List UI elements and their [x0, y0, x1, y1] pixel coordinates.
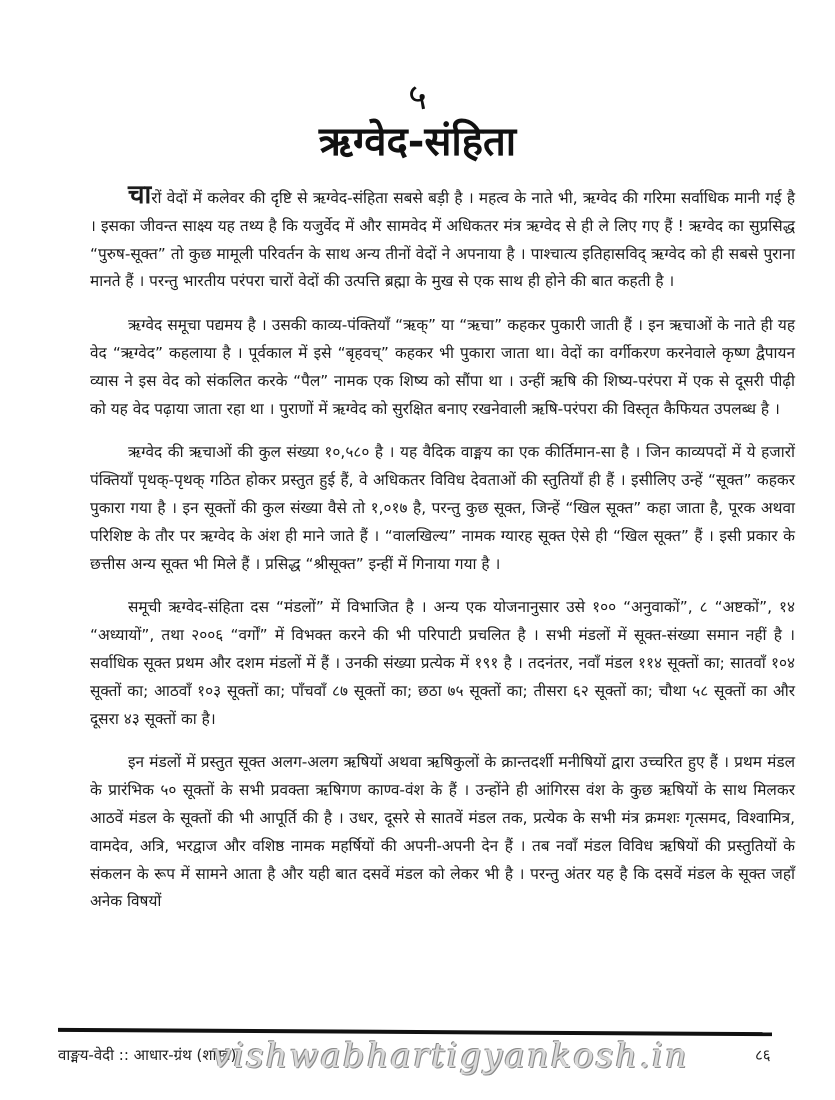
dropcap: चा [128, 180, 152, 210]
paragraph-5: इन मंडलों में प्रस्तुत सूक्त अलग-अलग ऋषियों अथवा ऋषिकुलों के क्रान्तदर्शी मनीषियों द्वारा उच्चरित हुए हैं । प्रथम मंडल के प्रारंभिक ५० सूक्तों के सभी प्रवक्ता ऋषिगण काण्व-वंश के हैं । उन्होंने ही आंगिरस वंश के कुछ ऋषियों के साथ मिलकर आठवें मंडल के सूक्तों की भी आपूर्ति की है । उधर, दूसरे से सातवें मंडल तक, प्रत्येक के सभी मंत्र क्रमशः गृत्समद, विश्वामित्र, वामदेव, अत्रि, भरद्वाज और वशिष्ठ नामक महर्षियों की अपनी-अपनी देन हैं । तब नवाँ मंडल विविध ऋषियों की प्रस्तुतियों के संकलन के रूप में सामने आता है और यही बात दसवें मंडल को लेकर भी है । परन्तु अंतर यह है कि दसवें मंडल के सूक्त जहाँ अनेक विषयों [90, 753, 795, 911]
paragraph-1 [90, 182, 795, 296]
footer-rule [58, 1028, 772, 1036]
page-number: ८६ [755, 1046, 771, 1064]
chapter-title: ऋग्वेद-संहिता [318, 119, 517, 165]
footer-book-title: वाङ्मय-वेदी :: आधार-ग्रंथ (शास्त्र) [58, 1046, 237, 1064]
paragraph-2: ऋग्वेद समूचा पद्यमय है । उसकी काव्य-पंक्तियाँ “ऋक्” या “ऋचा” कहकर पुकारी जाती हैं । इन ऋचाओं के नाते ही यह वेद “ऋग्वेद” कहलाया है । पूर्वकाल में इसे “बृहवच्” कहकर भी पुकारा जाता था। वेदों का वर्गीकरण करनेवाले कृष्ण द्वैपायन व्यास ने इस वेद को संकलित करके “पैल” नामक एक शिष्य को सौंपा था । उन्हीं ऋषि की शिष्य-परंपरा में एक से दूसरी पीढ़ी को यह वेद पढ़ाया जाता रहा था । पुराणों में ऋग्वेद को सुरक्षित बनाए रखनेवाली ऋषि-परंपरा की विस्तृत कैफियत उपलब्ध है । [90, 316, 795, 418]
paragraph-4: समूची ऋग्वेद-संहिता दस “मंडलों” में विभाजित है । अन्य एक योजनानुसार उसे १०० “अनुवाकों”, ८ “अष्टकों”, १४ “अध्यायों”, तथा २००६ “वर्गों” में विभक्त करने की भी परिपाटी प्रचलित है । सभी मंडलों में सूक्त-संख्या समान नहीं है । सर्वाधिक सूक्त प्रथम और दशम मंडलों में हैं । उनकी संख्या प्रत्येक में १९१ है । तदनंतर, नवाँ मंडल ११४ सूक्तों का; सातवाँ १०४ सूक्तों का; आठवाँ १०३ सूक्तों का; पाँचवाँ ८७ सूक्तों का; छठा ७५ सूक्तों का; तीसरा ६२ सूक्तों का; चौथा ५८ सूक्तों का और दूसरा ४३ सूक्तों का है। [90, 598, 795, 728]
paragraph-text: रों वेदों में कलेवर की दृष्टि से ऋग्वेद-संहिता सबसे बड़ी है । महत्व के नाते भी, ऋग्वेद की गरिमा सर्वाधिक मानी गई है । इसका जीवन्त साक्ष्य यह तथ्य है कि यजुर्वेद में और सामवेद में अधिकतर मंत्र ऋग्वेद से ही ले लिए गए हैं ! ऋग्वेद का सुप्रसिद्ध “पुरुष-सूक्त” तो कुछ मामूली परिवर्तन के साथ अन्य तीनों वेदों ने अपनाया है । पाश्चात्य इतिहासविद् ऋग्वेद को ही सबसे पुराना मानते हैं । परन्तु भारतीय परंपरा चारों वेदों की उत्पत्ति ब्रह्मा के मुख से एक साथ ही होने की बात कहती है । [90, 189, 795, 291]
paragraph-3: ऋग्वेद की ऋचाओं की कुल संख्या १०,५८० है । यह वैदिक वाङ्मय का एक कीर्तिमान-सा है । जिन काव्यपदों में ये हजारों पंक्तियाँ पृथक्-पृथक् गठित होकर प्रस्तुत हुई हैं, वे अधिकतर विविध देवताओं की स्तुतियाँ ही हैं । इसीलिए उन्हें “सूक्त” कहकर पुकारा गया है । इन सूक्तों की कुल संख्या वैसे तो १,०१७ है, परन्तु कुछ सूक्त, जिन्हें “खिल सूक्त” कहा जाता है, पूरक अथवा परिशिष्ट के तौर पर ऋग्वेद के अंश ही माने जाते हैं । “वालखिल्य” नामक ग्यारह सूक्त ऐसे ही “खिल सूक्त” हैं । इसी प्रकार के छत्तीस अन्य सूक्त भी मिले हैं । प्रसिद्ध “श्रीसूक्त” इन्हीं में गिनाया गया है । [90, 443, 795, 573]
watermark: vishwabhartigyankosh.in [212, 1036, 689, 1076]
chapter-number: ५ [408, 77, 427, 118]
body-text [90, 182, 795, 916]
